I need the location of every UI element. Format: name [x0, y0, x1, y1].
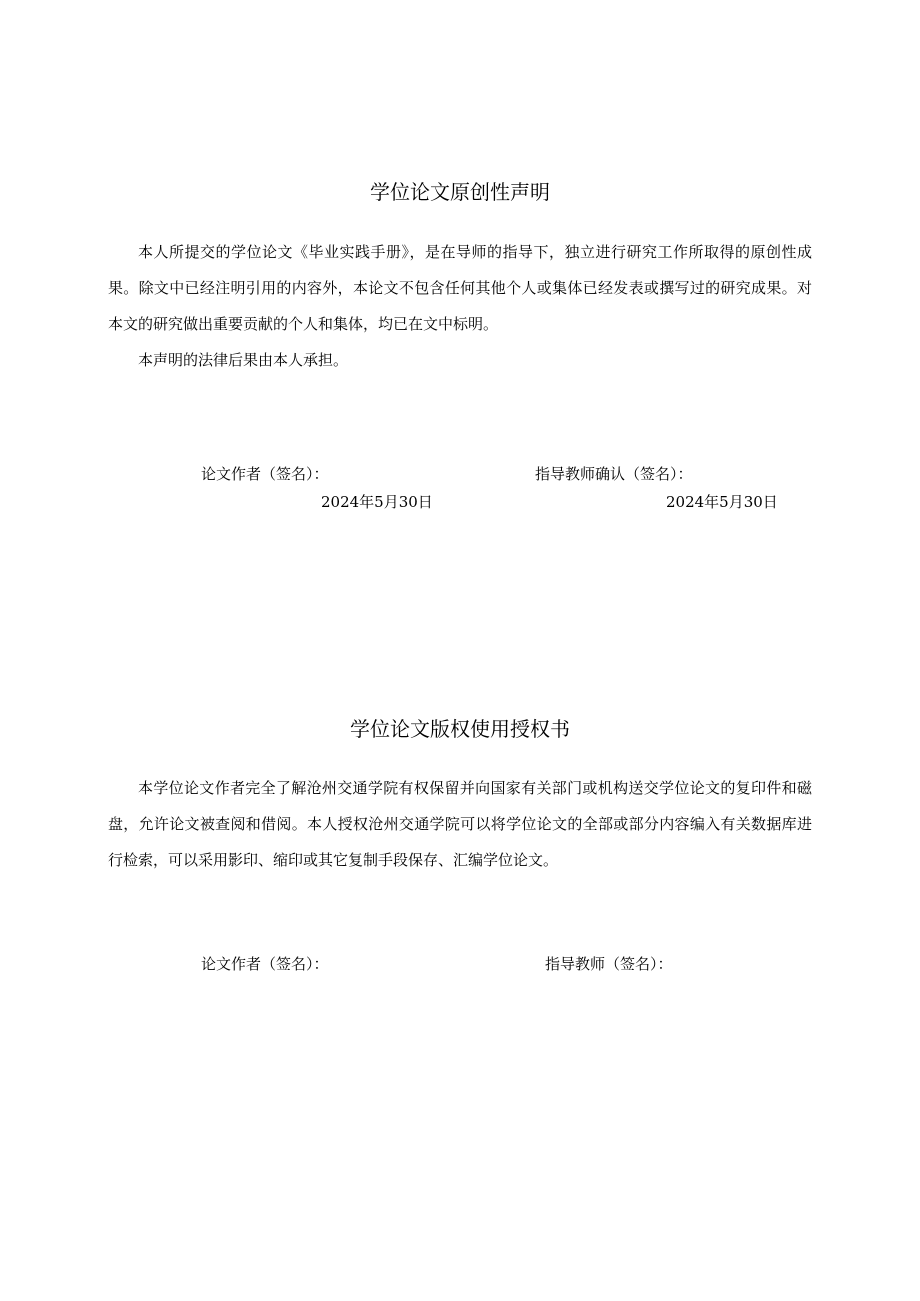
- authorization-paragraph: 本学位论文作者完全了解沧州交通学院有权保留并向国家有关部门或机构送交学位论文的复印件和磁盘，允许论文被查阅和借阅。本人授权沧州交通学院可以将学位论文的全部或部分内容编入有关数据库进行检索，可以采用影印、缩印或其它复制手段保存、汇编学位论文。: [108, 779, 812, 869]
- declaration-author-signature-label: 论文作者（签名）：: [201, 465, 329, 483]
- declaration-paragraph: 本人所提交的学位论文《毕业实践手册》，是在导师的指导下，独立进行研究工作所取得的原创性成果。除文中已经注明引用的内容外，本论文不包含任何其他个人或集体已经发表或撰写过的研究成果。对本文的研究做出重要贡献的个人和集体，均已在文中标明。: [108, 243, 812, 333]
- declaration-advisor-date: 2024年5月30日: [666, 493, 778, 511]
- authorization-body: [108, 770, 812, 878]
- declaration-author-date: 2024年5月30日: [321, 493, 433, 511]
- declaration-legal-paragraph: 本声明的法律后果由本人承担。: [138, 351, 349, 369]
- authorization-title: 学位论文版权使用授权书: [350, 717, 570, 741]
- authorization-author-signature-label: 论文作者（签名）：: [201, 955, 329, 973]
- declaration-body: [108, 234, 812, 378]
- declaration-title: 学位论文原创性声明: [370, 180, 550, 204]
- declaration-advisor-signature-label: 指导教师确认（签名）：: [535, 465, 693, 483]
- authorization-advisor-signature-label: 指导教师（签名）：: [545, 955, 673, 973]
